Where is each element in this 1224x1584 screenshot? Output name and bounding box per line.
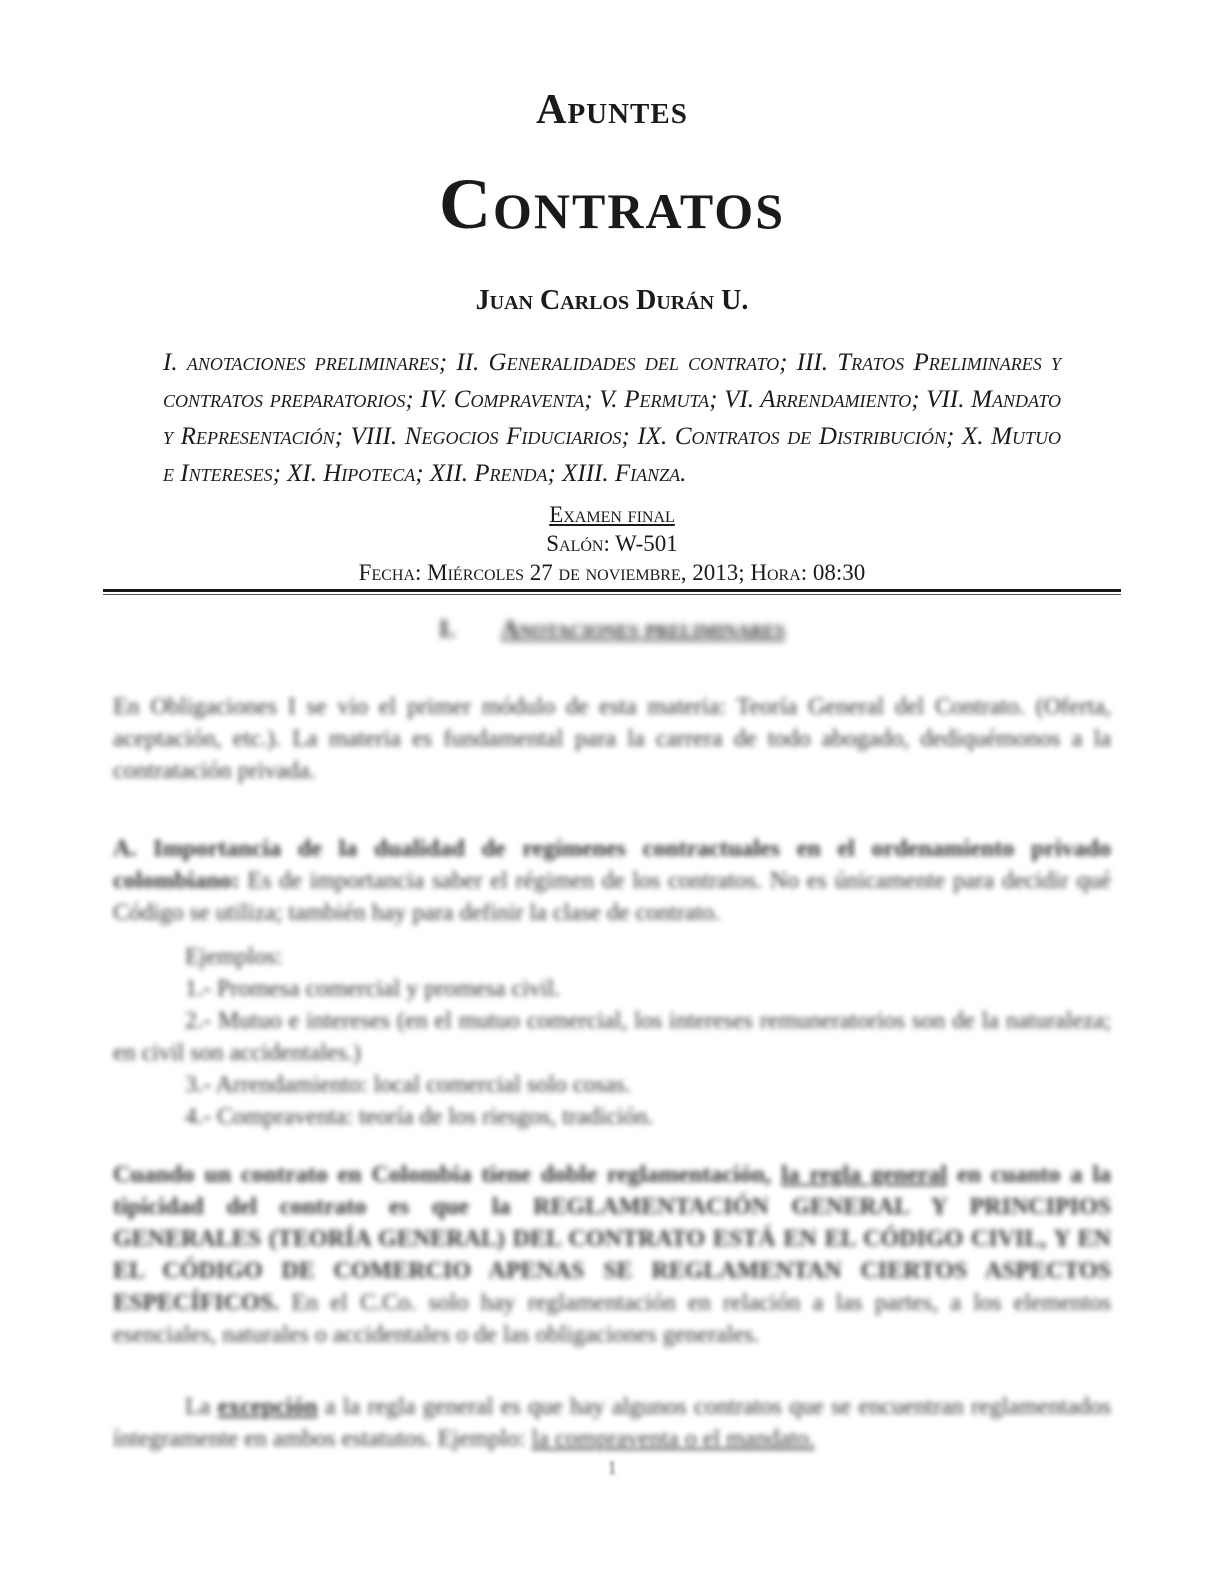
body-text bbox=[113, 691, 1111, 1455]
doc-toc: I. anotaciones preliminares; II. Generalidades del contrato; III. Tratos Preliminares y contratos preparatorios; IV. Compraventa; V. Permuta; VI. Arrendamiento; VII. Mandato y Representación; VIII. Negocios Fiduciarios; IX. Contratos de Distribución; X. Mutuo e Intereses; XI. Hipoteca; XII. Prenda; XIII. Fianza. bbox=[163, 349, 1061, 487]
section-divider bbox=[103, 589, 1121, 595]
exam-info-block bbox=[113, 500, 1111, 587]
paragraph-dualidad-lead: A. Importancia de la dualidad de regímenes contractuales en el ordenamiento privado colombiano: bbox=[113, 836, 1111, 894]
excepcion-start: La bbox=[185, 1394, 218, 1420]
examples-label: Ejemplos: bbox=[185, 944, 283, 970]
regla-underlined: la regla general bbox=[780, 1162, 948, 1188]
list-item: 3.- Arrendamiento: local comercial solo cosas. bbox=[185, 1072, 631, 1098]
page-number: 1 bbox=[607, 1457, 617, 1479]
exam-title-line bbox=[113, 500, 1111, 529]
regla-tail: En el C.Co. solo hay reglamentación en relación a las partes, a los elementos esenciales, naturales o accidentales o de las obligaciones generales. bbox=[113, 1290, 1111, 1348]
paragraph-dualidad-rest: Es de importancia saber el régimen de los contratos. No es únicamente para decidir qué Código se utiliza; también hay para definir la clase de contrato. bbox=[113, 868, 1111, 926]
section-number: I. bbox=[439, 616, 455, 643]
list-item: 1.- Promesa comercial y promesa civil. bbox=[185, 976, 561, 1002]
exam-room: Salón: W-501 bbox=[546, 531, 678, 556]
section-heading bbox=[113, 613, 1111, 647]
paragraph-dualidad bbox=[113, 833, 1111, 929]
paragraph-regla-general bbox=[113, 1159, 1111, 1351]
list-item: 2.- Mutuo e intereses (en el mutuo comercial, los intereses remuneratorios son de la naturaleza; en civil son accidentales.) bbox=[113, 1008, 1111, 1066]
paragraph-intro: En Obligaciones I se vio el primer módulo de esta materia: Teoría General del Contrato. (Oferta, aceptación, etc.). La materia es fundamental para la carrera de todo abogado, dediquémonos a la contratación privada. bbox=[113, 694, 1111, 784]
doc-author: Juan Carlos Durán U. bbox=[475, 285, 749, 316]
excepcion-tail: la compraventa o el mandato. bbox=[531, 1426, 815, 1452]
excepcion-word: excepción bbox=[217, 1394, 318, 1420]
regla-lead: Cuando un contrato en Colombia tiene doble reglamentación, bbox=[113, 1162, 781, 1188]
doc-title: Contratos bbox=[439, 164, 785, 244]
paragraph-excepcion bbox=[113, 1391, 1111, 1455]
doc-kicker: Apuntes bbox=[536, 87, 688, 133]
exam-title: Examen final bbox=[549, 502, 675, 527]
section-title: Anotaciones preliminares bbox=[500, 616, 785, 643]
regla-caps: en cuanto a la tipicidad del contrato es que la REGLAMENTACIÓN GENERAL Y PRINCIPIOS GENERALES (TEORÍA GENERAL) DEL CONTRATO ESTÁ EN EL CÓDIGO CIVIL, Y EN EL CÓDIGO DE COMERCIO APENAS SE REGLAMENTAN CIERTOS ASPECTOS ESPECÍFICOS. bbox=[113, 1162, 1111, 1316]
excepcion-middle: a la regla general es que hay algunos contratos que se encuentran reglamentados íntegramente en ambos estatutos. Ejemplo: bbox=[113, 1394, 1112, 1452]
examples-list bbox=[113, 941, 1111, 1133]
list-item: 4.- Compraventa: teoría de los riesgos, tradición. bbox=[185, 1104, 654, 1130]
exam-datetime: Fecha: Miércoles 27 de noviembre, 2013; Hora: 08:30 bbox=[358, 560, 866, 585]
